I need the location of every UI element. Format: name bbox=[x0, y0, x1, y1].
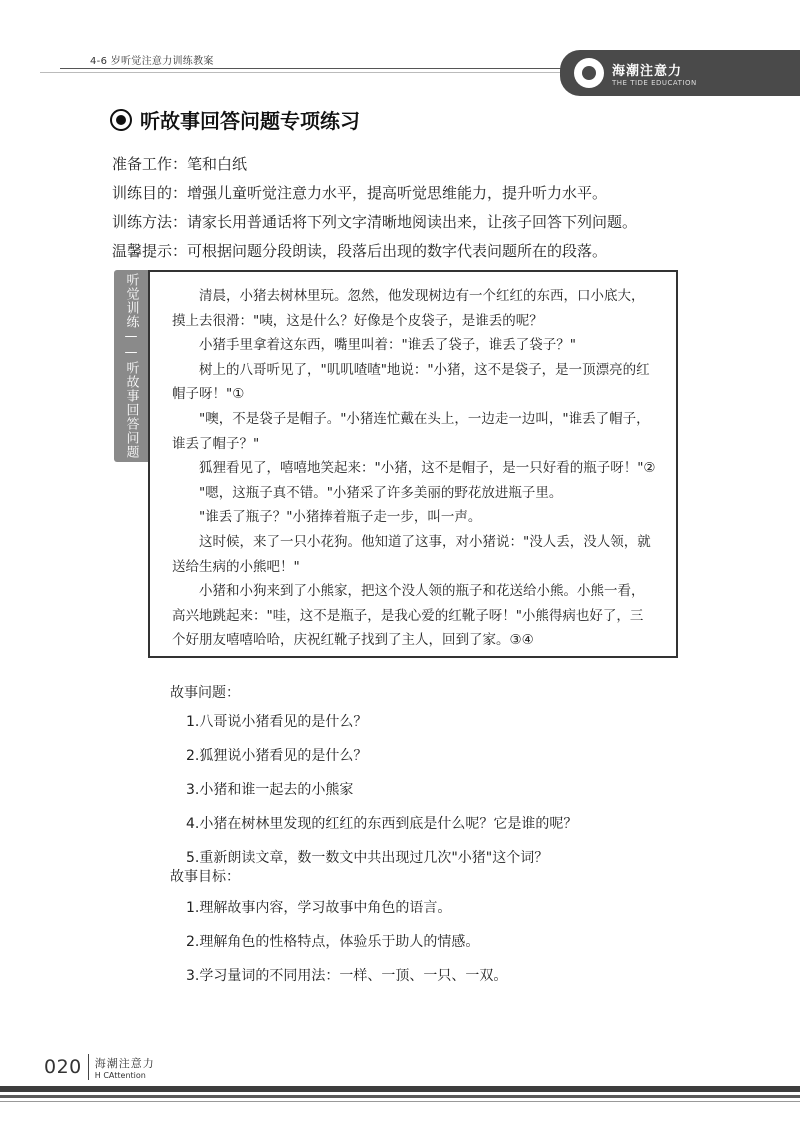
header-rule bbox=[60, 68, 600, 69]
brand-name: 海潮注意力 bbox=[612, 63, 683, 79]
question-item: 2.狐狸说小猪看见的是什么？ bbox=[186, 748, 368, 764]
brand-logo-icon bbox=[574, 58, 604, 88]
page-footer bbox=[44, 1054, 155, 1080]
question-item: 4.小猪在树林里发现的红红的东西到底是什么呢？它是谁的呢？ bbox=[186, 816, 578, 832]
questions-heading: 故事问题： bbox=[170, 685, 240, 701]
preparation-line: 准备工作：笔和白纸 bbox=[112, 155, 248, 173]
page-number: 020 bbox=[44, 1056, 82, 1078]
story-paragraph: 小猪和小狗来到了小熊家，把这个没人领的瓶子和花送给小熊。小熊一看，高兴地跳起来："哇，这不是瓶子，是我心爱的红靴子呀！"小熊得病也好了，三个好朋友嘻嘻哈哈，庆祝红靴子找到了主人，回到了家。③④ bbox=[172, 583, 645, 649]
footer-brand-name: 海潮注意力 bbox=[94, 1056, 155, 1070]
story-paragraph: 狐狸看见了，嘻嘻地笑起来："小猪，这不是帽子，是一只好看的瓶子呀！"② bbox=[199, 460, 656, 477]
questions-list bbox=[186, 705, 577, 875]
brand-banner bbox=[560, 50, 800, 96]
story-paragraph: 树上的八哥听见了，"叽叽喳喳"地说："小猪，这不是袋子，是一顶漂亮的红帽子呀！"① bbox=[172, 361, 650, 403]
story-paragraph: 这时候，来了一只小花狗。他知道了这事，对小猪说："没人丢，没人领，就送给生病的小熊吧！" bbox=[172, 533, 651, 575]
tip-line: 温馨提示：可根据问题分段朗读，段落后出现的数字代表问题所在的段落。 bbox=[112, 242, 608, 260]
bullet-circle-icon bbox=[110, 109, 132, 131]
header-title: 4-6 岁听觉注意力训练教案 bbox=[90, 56, 214, 67]
goal-item: 3.学习量词的不同用法：一样、一顶、一只、一双。 bbox=[186, 968, 508, 984]
header-rule-thin bbox=[40, 72, 600, 73]
question-item: 1.八哥说小猪看见的是什么？ bbox=[186, 714, 368, 730]
footer-bar bbox=[0, 1101, 800, 1102]
goals-list bbox=[186, 891, 507, 993]
brand-tagline: THE TIDE EDUCATION bbox=[612, 78, 697, 87]
brand-text bbox=[612, 60, 697, 87]
footer-brand bbox=[95, 1055, 155, 1080]
page-title-text: 听故事回答问题专项练习 bbox=[140, 109, 360, 133]
footer-bar bbox=[0, 1086, 800, 1092]
page-title bbox=[110, 105, 360, 134]
question-item: 5.重新朗读文章，数一数文中共出现过几次"小猪"这个词？ bbox=[186, 850, 549, 866]
story-paragraph: 小猪手里拿着这东西，嘴里叫着："谁丢了袋子，谁丢了袋子？" bbox=[199, 337, 576, 354]
purpose-line: 训练目的：增强儿童听觉注意力水平，提高听觉思维能力，提升听力水平。 bbox=[112, 184, 608, 202]
goal-item: 1.理解故事内容，学习故事中角色的语言。 bbox=[186, 900, 452, 916]
story-paragraph: "嗯，这瓶子真不错。"小猪采了许多美丽的野花放进瓶子里。 bbox=[199, 484, 563, 501]
goal-item: 2.理解角色的性格特点，体验乐于助人的情感。 bbox=[186, 934, 480, 950]
story-box bbox=[148, 270, 678, 658]
question-item: 3.小猪和谁一起去的小熊家 bbox=[186, 782, 354, 798]
goals-heading: 故事目标： bbox=[170, 869, 240, 885]
footer-divider bbox=[88, 1054, 89, 1080]
method-line: 训练方法：请家长用普通话将下列文字清晰地阅读出来，让孩子回答下列问题。 bbox=[112, 213, 638, 231]
footer-bar bbox=[0, 1095, 800, 1098]
story-paragraph: 清晨，小猪去树林里玩。忽然，他发现树边有一个红红的东西，口小底大，摸上去很滑："咦，这是什么？好像是个皮袋子，是谁丢的呢？ bbox=[172, 288, 645, 329]
story-paragraph: "谁丢了瓶子？"小猪捧着瓶子走一步，叫一声。 bbox=[199, 509, 482, 526]
preparation-section bbox=[112, 150, 637, 266]
story-paragraph: "噢，不是袋子是帽子。"小猪连忙戴在头上，一边走一边叫，"谁丢了帽子，谁丢了帽子？" bbox=[172, 410, 650, 452]
side-tab-label: 听觉训练——听故事回答问题 bbox=[114, 270, 148, 462]
footer-brand-tagline: H CAttention bbox=[94, 1070, 146, 1080]
